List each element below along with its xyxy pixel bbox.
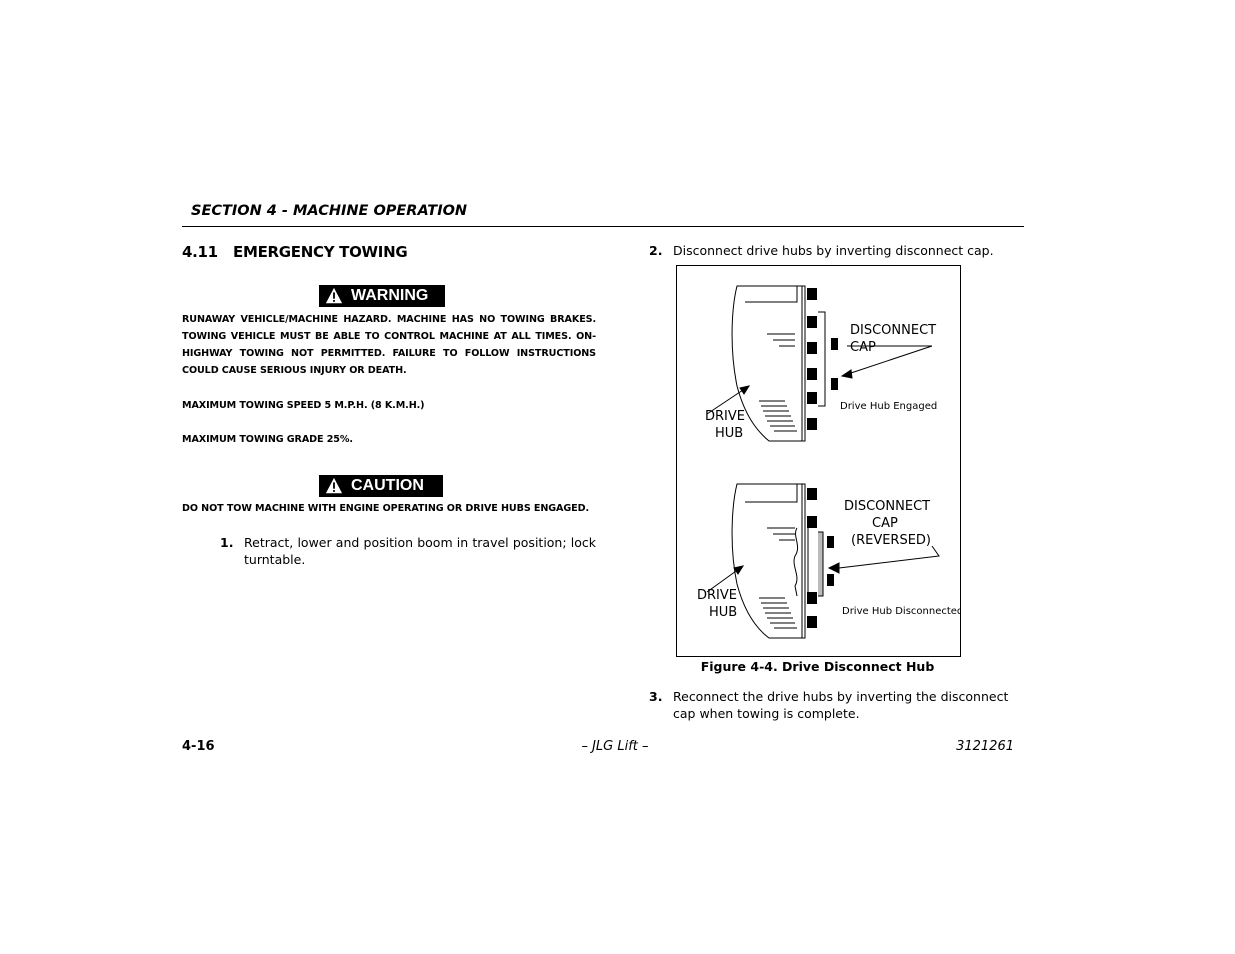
top-hub-label-2: HUB [715,426,744,441]
step-number: 3. [649,689,663,704]
step-3 [649,688,1019,722]
caution-badge [319,475,443,497]
step-1 [220,534,596,568]
bottom-cap-label-3: (REVERSED) [851,533,932,548]
top-cap-label-1: DISCONNECT [850,323,937,338]
warning-text-3: MAXIMUM TOWING GRADE 25%. [182,434,353,445]
bottom-hub-label-2: HUB [709,605,738,620]
header-rule [182,226,1024,227]
step-text: Retract, lower and position boom in travel position; lock turntable. [244,535,596,567]
step-number: 1. [220,535,234,550]
warning-label: WARNING [351,287,429,304]
caution-icon [325,477,343,495]
step-2 [649,242,1019,259]
warning-badge [319,285,445,307]
caution-text: DO NOT TOW MACHINE WITH ENGINE OPERATING OR DRIVE HUBS ENGAGED. [182,503,589,514]
top-state-label: Drive Hub Engaged [840,401,938,412]
warning-text-2: MAXIMUM TOWING SPEED 5 M.P.H. (8 K.M.H.) [182,400,425,411]
figure-caption: Figure 4-4. Drive Disconnect Hub [700,659,935,674]
bottom-cap-label-1: DISCONNECT [844,499,931,514]
warning-icon [325,287,343,305]
step-text: Reconnect the drive hubs by inverting the disconnect cap when towing is complete. [673,689,1009,721]
top-hub-label-1: DRIVE [705,409,745,424]
top-cap-label-2: CAP [850,340,876,355]
heading-number: 4.11 [182,243,218,261]
section-header: SECTION 4 - MACHINE OPERATION [191,203,468,219]
caution-label: CAUTION [351,477,424,494]
step-text: Disconnect drive hubs by inverting disconnect cap. [673,243,994,258]
warning-text-1: RUNAWAY VEHICLE/MACHINE HAZARD. MACHINE HAS NO TOWING BRAKES. TOWING VEHICLE MUST BE ABLE TO CONTROL MACHINE AT ALL TIMES. ON-HIGHWAY TOWING NOT PERMITTED. FAILURE TO FOLLOW INSTRUCTIONS COULD CAUSE SERIOUS INJURY OR DEATH. [182,314,596,376]
footer-center: – JLG Lift – [581,739,649,754]
section-heading [182,243,407,261]
bottom-state-label: Drive Hub Disconnected [842,606,960,617]
doc-number: 3121261 [956,739,1014,754]
bottom-cap-label-2: CAP [872,516,898,531]
bottom-hub-label-1: DRIVE [697,588,737,603]
heading-title: EMERGENCY TOWING [233,243,408,261]
page-number: 4-16 [182,739,215,754]
drive-disconnect-figure [676,265,961,657]
step-number: 2. [649,243,663,258]
drive-hub-diagram [677,266,960,656]
